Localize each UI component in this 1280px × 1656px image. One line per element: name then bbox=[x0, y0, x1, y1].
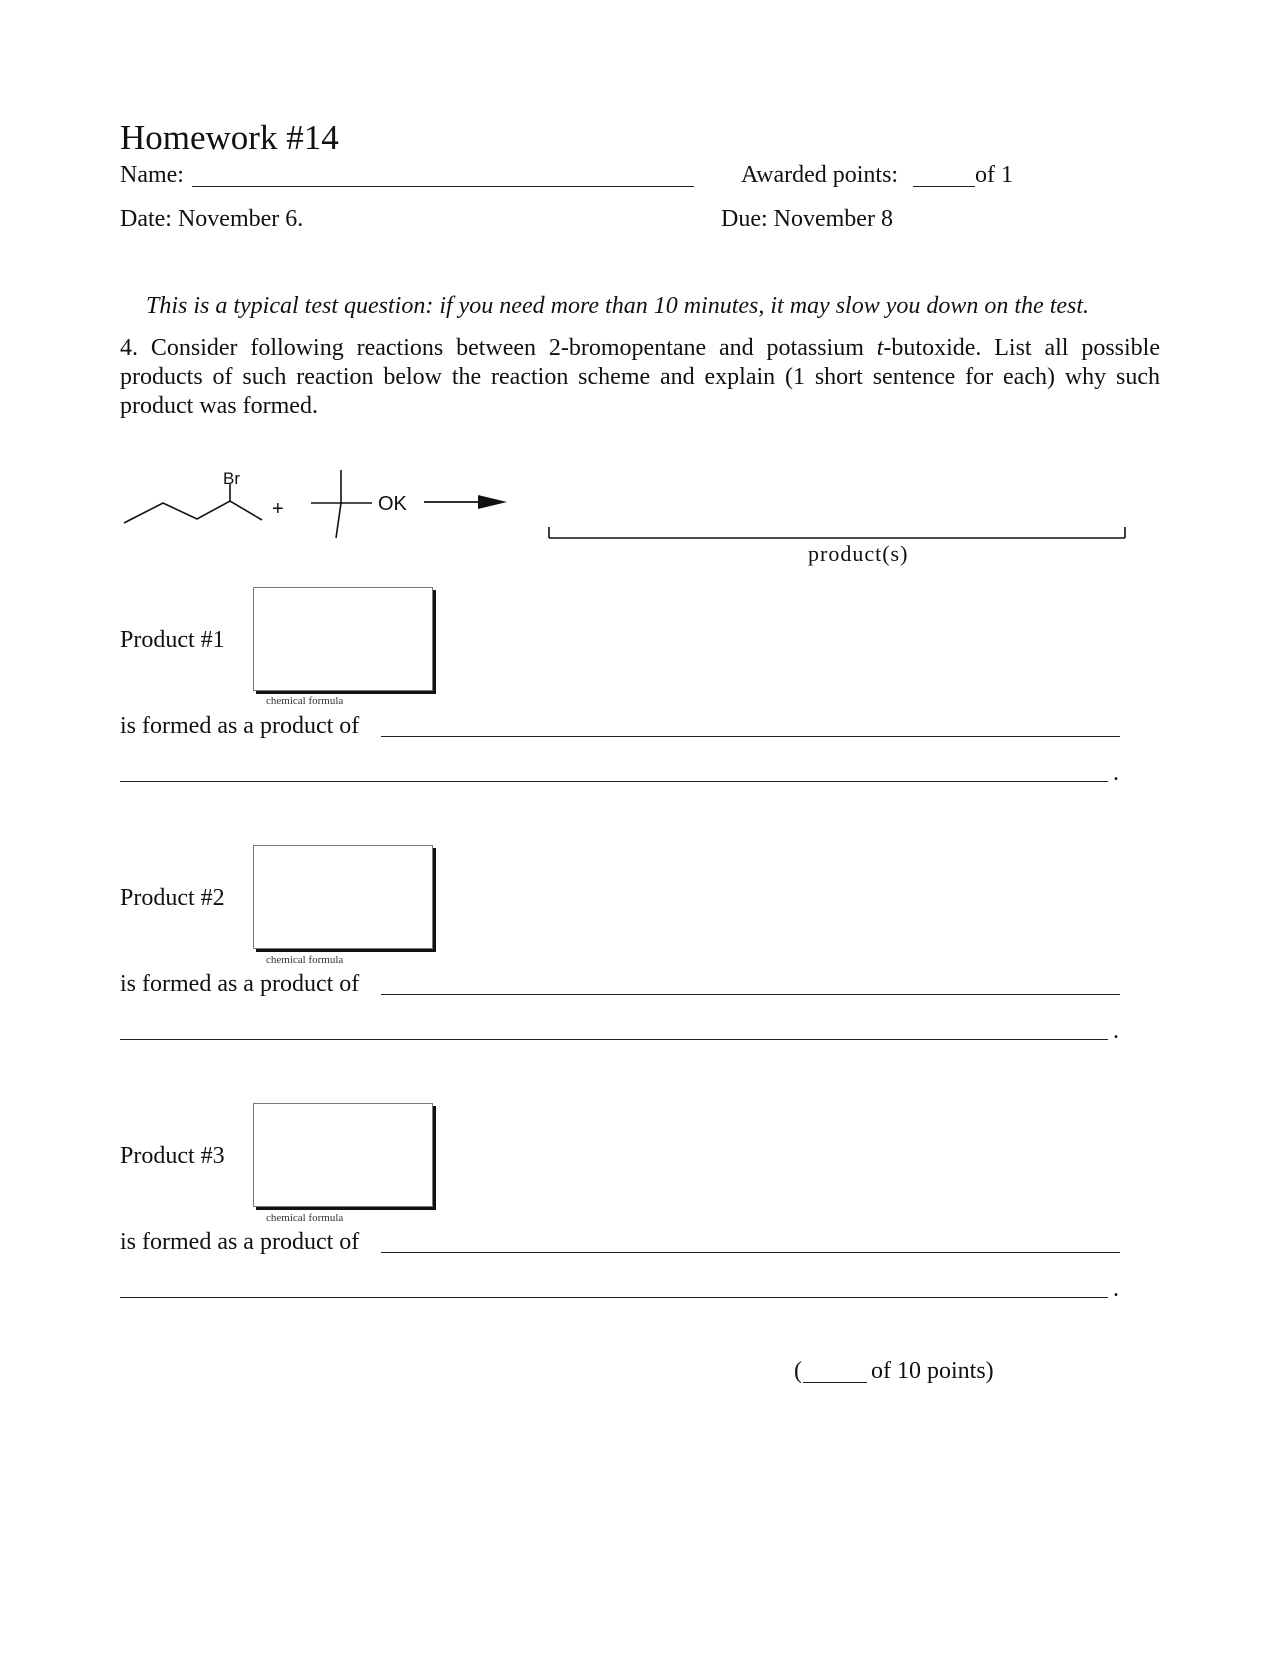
product-3-period: . bbox=[1113, 1276, 1119, 1302]
score-field[interactable] bbox=[803, 1382, 867, 1383]
br-label: Br bbox=[223, 469, 240, 488]
awarded-points-label: Awarded points: bbox=[741, 162, 899, 188]
page-title: Homework #14 bbox=[120, 118, 339, 157]
product-2-formed-text: is formed as a product of bbox=[120, 971, 360, 997]
product-3-formed-text: is formed as a product of bbox=[120, 1229, 360, 1255]
product-2-formula-box[interactable] bbox=[253, 845, 433, 949]
tert-butoxide-structure bbox=[311, 470, 372, 538]
product-2-period: . bbox=[1113, 1018, 1119, 1044]
awarded-points-total: of 1 bbox=[975, 162, 1013, 188]
product-1-formed-text: is formed as a product of bbox=[120, 713, 360, 739]
product-2-caption: chemical formula bbox=[266, 954, 344, 966]
instruction-note: This is a typical test question: if you need more than 10 minutes, it may slow you down on the test. bbox=[146, 293, 1090, 319]
ok-label: OK bbox=[378, 493, 407, 515]
product-2-answer-line-2[interactable] bbox=[120, 1039, 1108, 1040]
product-3-caption: chemical formula bbox=[266, 1212, 344, 1224]
date-text: Date: November 6. bbox=[120, 206, 304, 232]
name-label: Name: bbox=[120, 162, 184, 188]
product-2-label: Product #2 bbox=[120, 885, 225, 911]
products-caption: product(s) bbox=[808, 541, 909, 566]
plus-sign: + bbox=[272, 498, 284, 520]
reaction-arrow bbox=[424, 495, 507, 509]
product-3-label: Product #3 bbox=[120, 1143, 225, 1169]
due-date-text: Due: November 8 bbox=[721, 206, 893, 232]
product-1-answer-line-1[interactable] bbox=[381, 736, 1120, 737]
score-total: of 10 points) bbox=[871, 1358, 994, 1384]
question-italic-t: t bbox=[876, 335, 884, 361]
product-1-label: Product #1 bbox=[120, 627, 225, 653]
product-3-answer-line-2[interactable] bbox=[120, 1297, 1108, 1298]
products-bracket-line[interactable] bbox=[549, 527, 1125, 538]
product-3-formula-box[interactable] bbox=[253, 1103, 433, 1207]
product-1-period: . bbox=[1113, 760, 1119, 786]
product-1-formula-box[interactable] bbox=[253, 587, 433, 691]
score-open-paren: ( bbox=[794, 1358, 802, 1384]
question-part1: 4. Consider following reactions between 2-bromopentane and potassium bbox=[120, 335, 877, 361]
question-part2: -butoxide. List all possible products of such reaction below the reaction scheme and explain (1 short sentence for each) why such product was formed. bbox=[120, 335, 1160, 419]
product-1-answer-line-2[interactable] bbox=[120, 781, 1108, 782]
reaction-scheme bbox=[0, 0, 1280, 600]
product-1-caption: chemical formula bbox=[266, 695, 344, 707]
product-3-answer-line-1[interactable] bbox=[381, 1252, 1120, 1253]
2-bromopentane-structure bbox=[124, 484, 262, 523]
product-2-answer-line-1[interactable] bbox=[381, 994, 1120, 995]
